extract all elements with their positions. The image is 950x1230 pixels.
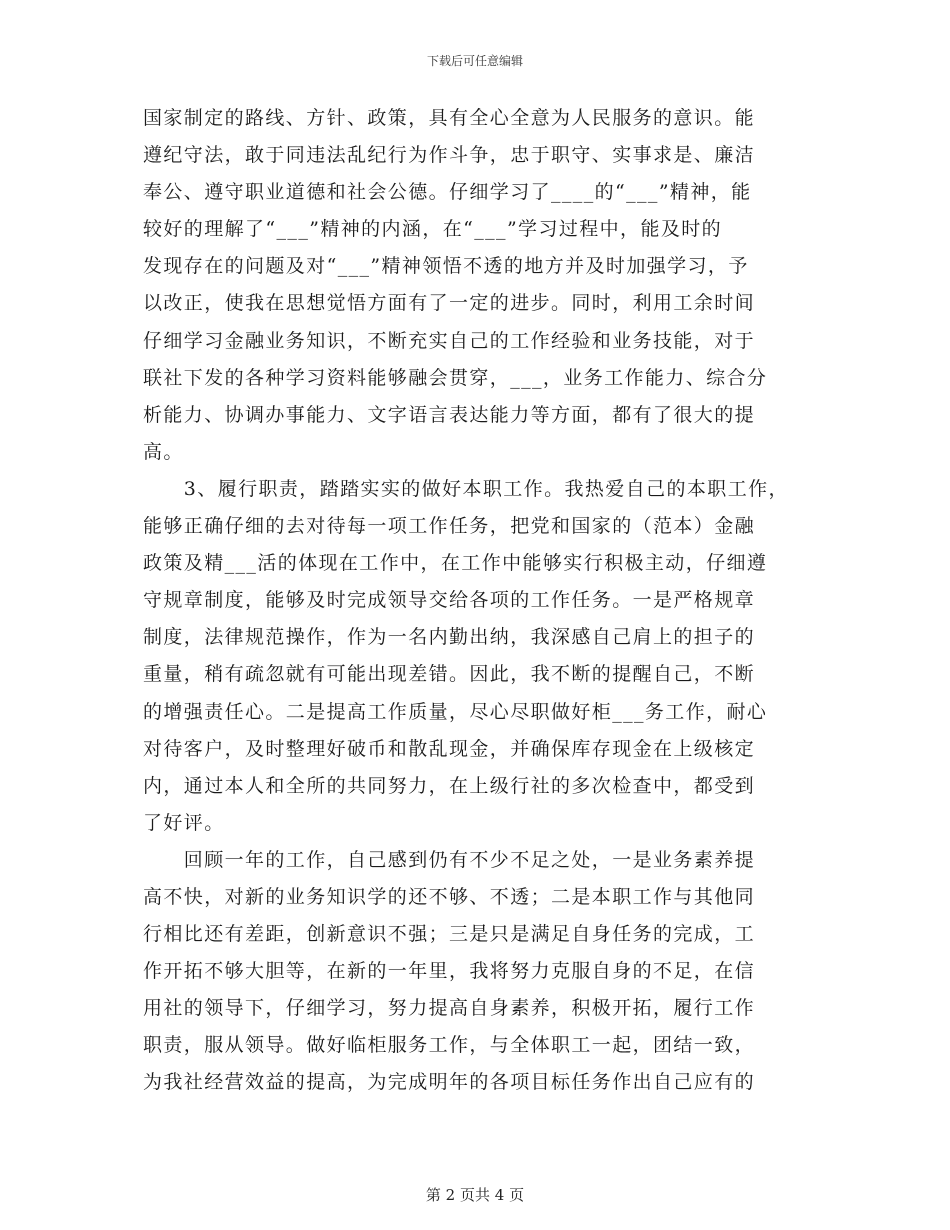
text-line: 作开拓不够大胆等，在新的一年里，我将努力克服自身的不足，在信 [143, 960, 756, 983]
text-line: 国家制定的路线、方针、政策，具有全心全意为人民服务的意识。能 [143, 107, 756, 129]
paragraph-3 [143, 842, 813, 1102]
text-line: 重量，稍有疏忽就有可能出现差错。因此，我不断的提醒自己，不断 [143, 663, 756, 686]
text-line: 3、履行职责，踏踏实实的做好本职工作。我热爱自己的本职工作， [143, 477, 789, 500]
text-line: 奉公、遵守职业道德和社会公德。仔细学习了____的“___”精神，能 [143, 181, 752, 204]
text-line: 行相比还有差距，创新意识不强；三是只是满足自身任务的完成，工 [143, 923, 756, 946]
text-line: 析能力、协调办事能力、文字语言表达能力等方面，都有了很大的提 [143, 403, 756, 426]
page-header: 下载后可任意编辑 [426, 54, 523, 68]
paragraph-2 [143, 471, 813, 842]
text-line: 为我社经营效益的提高，为完成明年的各项目标任务作出自己应有的 [143, 1071, 756, 1094]
text-line: 对待客户，及时整理好破币和散乱现金，并确保库存现金在上级核定 [143, 737, 756, 760]
text-line: 仔细学习金融业务知识，不断充实自己的工作经验和业务技能，对于 [143, 329, 756, 352]
text-line: 内，通过本人和全所的共同努力，在上级行社的多次检查中，都受到 [143, 774, 756, 797]
document-body [143, 100, 813, 1102]
text-line: 了好评。 [143, 811, 225, 834]
text-line: 制度，法律规范操作，作为一名内勤出纳，我深感自己肩上的担子的 [143, 626, 756, 649]
text-line: 高。 [143, 440, 184, 463]
page-footer: 第 2 页共 4 页 [425, 1186, 525, 1204]
text-line: 用社的领导下，仔细学习，努力提高自身素养，积极开拓，履行工作 [143, 997, 756, 1020]
paragraph-1 [143, 100, 813, 471]
text-line: 联社下发的各种学习资料能够融会贯穿，___，业务工作能力、综合分 [143, 366, 768, 389]
text-line: 能够正确仔细的去对待每一项工作任务，把党和国家的（范本）金融 [143, 515, 756, 538]
text-line: 的增强责任心。二是提高工作质量，尽心尽职做好柜___务工作，耐心 [143, 700, 768, 723]
text-line: 遵纪守法，敢于同违法乱纪行为作斗争，忠于职守、实事求是、廉洁 [143, 144, 756, 167]
text-line: 较好的理解了“___”精神的内涵，在“___”学习过程中，能及时的 [143, 218, 723, 241]
text-line: 政策及精___活的体现在工作中，在工作中能够实行积极主动，仔细遵 [143, 552, 768, 575]
text-line: 回顾一年的工作，自己感到仍有不少不足之处，一是业务素养提 [143, 848, 756, 871]
text-line: 发现存在的问题及对“___”精神领悟不透的地方并及时加强学习，予 [143, 255, 749, 278]
text-line: 职责，服从领导。做好临柜服务工作，与全体职工一起，团结一致， [143, 1034, 756, 1057]
text-line: 高不快，对新的业务知识学的还不够、不透；二是本职工作与其他同 [143, 885, 756, 908]
text-line: 守规章制度，能够及时完成领导交给各项的工作任务。一是严格规章 [143, 589, 756, 612]
text-line: 以改正，使我在思想觉悟方面有了一定的进步。同时，利用工余时间 [143, 292, 756, 315]
